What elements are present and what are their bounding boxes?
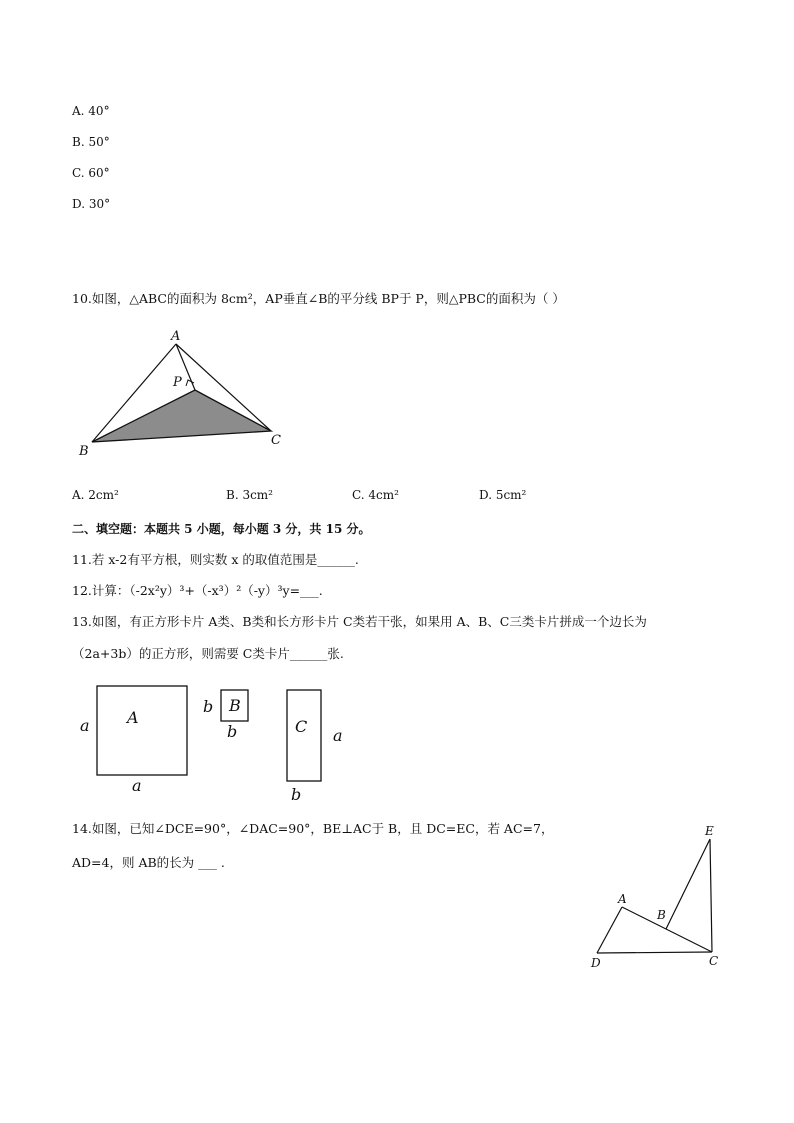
card-b-side-label: b: [203, 697, 214, 716]
card-b-bottom-label: b: [227, 722, 238, 741]
label-b: B: [657, 908, 666, 922]
q10-stem: 10.如图，△ABC的面积为 8cm²，AP垂直∠B的平分线 BP于 P，则△PBC的面积为（ ）: [72, 291, 565, 306]
q14-stem-line2: AD=4，则 AB的长为 ___ .: [72, 855, 225, 870]
segment-ac: [622, 907, 712, 952]
segment-ce: [710, 839, 712, 952]
q10-option-c: C. 4cm²: [352, 488, 399, 502]
label-b: B: [79, 444, 89, 459]
q10-option-d: D. 5cm²: [479, 488, 527, 502]
q9-option-d: D. 30°: [72, 197, 111, 211]
label-p: P: [173, 375, 182, 390]
shaded-triangle-pbc: [92, 390, 271, 442]
q14-triangle-figure: [585, 820, 735, 970]
q10-option-b: B. 3cm²: [226, 488, 273, 502]
card-c-side-label: a: [333, 726, 343, 745]
q9-option-a: A. 40°: [72, 104, 110, 118]
q12-stem: 12.计算：（-2x²y）³+（-x³）²（-y）³y=___.: [72, 583, 323, 598]
label-d: D: [591, 956, 601, 970]
card-c-label: C: [295, 717, 308, 736]
label-c: C: [709, 954, 719, 968]
q11-stem: 11.若 x-2有平方根，则实数 x 的取值范围是______.: [72, 552, 359, 567]
label-c: C: [271, 433, 281, 448]
card-a-side-label: a: [80, 716, 90, 735]
card-a-bottom-label: a: [132, 776, 142, 795]
card-c-bottom-label: b: [291, 785, 302, 804]
q13-stem-line2: （2a+3b）的正方形，则需要 C类卡片______张.: [72, 646, 344, 661]
segment-dc: [597, 952, 712, 953]
card-a-square: [97, 686, 187, 775]
label-e: E: [705, 824, 714, 838]
segment-eb: [666, 839, 710, 929]
q10-triangle-figure: [72, 328, 302, 458]
label-a: A: [618, 892, 627, 906]
q13-stem-line1: 13.如图，有正方形卡片 A类、B类和长方形卡片 C类若干张，如果用 A、B、C三类卡片拼成一个边长为: [72, 614, 647, 629]
q14-stem-line1: 14.如图，已知∠DCE=90°，∠DAC=90°，BE⊥AC于 B，且 DC=EC，若 AC=7，: [72, 821, 554, 836]
segment-da: [597, 907, 622, 953]
card-a-label: A: [127, 708, 139, 727]
section-2-heading: 二、填空题：本题共 5 小题，每小题 3 分，共 15 分。: [72, 522, 371, 536]
q9-option-c: C. 60°: [72, 166, 110, 180]
q13-cards-figure: [72, 678, 372, 808]
q9-option-b: B. 50°: [72, 135, 110, 149]
q10-option-a: A. 2cm²: [72, 488, 119, 502]
card-b-label: B: [229, 696, 241, 715]
label-a: A: [171, 329, 181, 344]
